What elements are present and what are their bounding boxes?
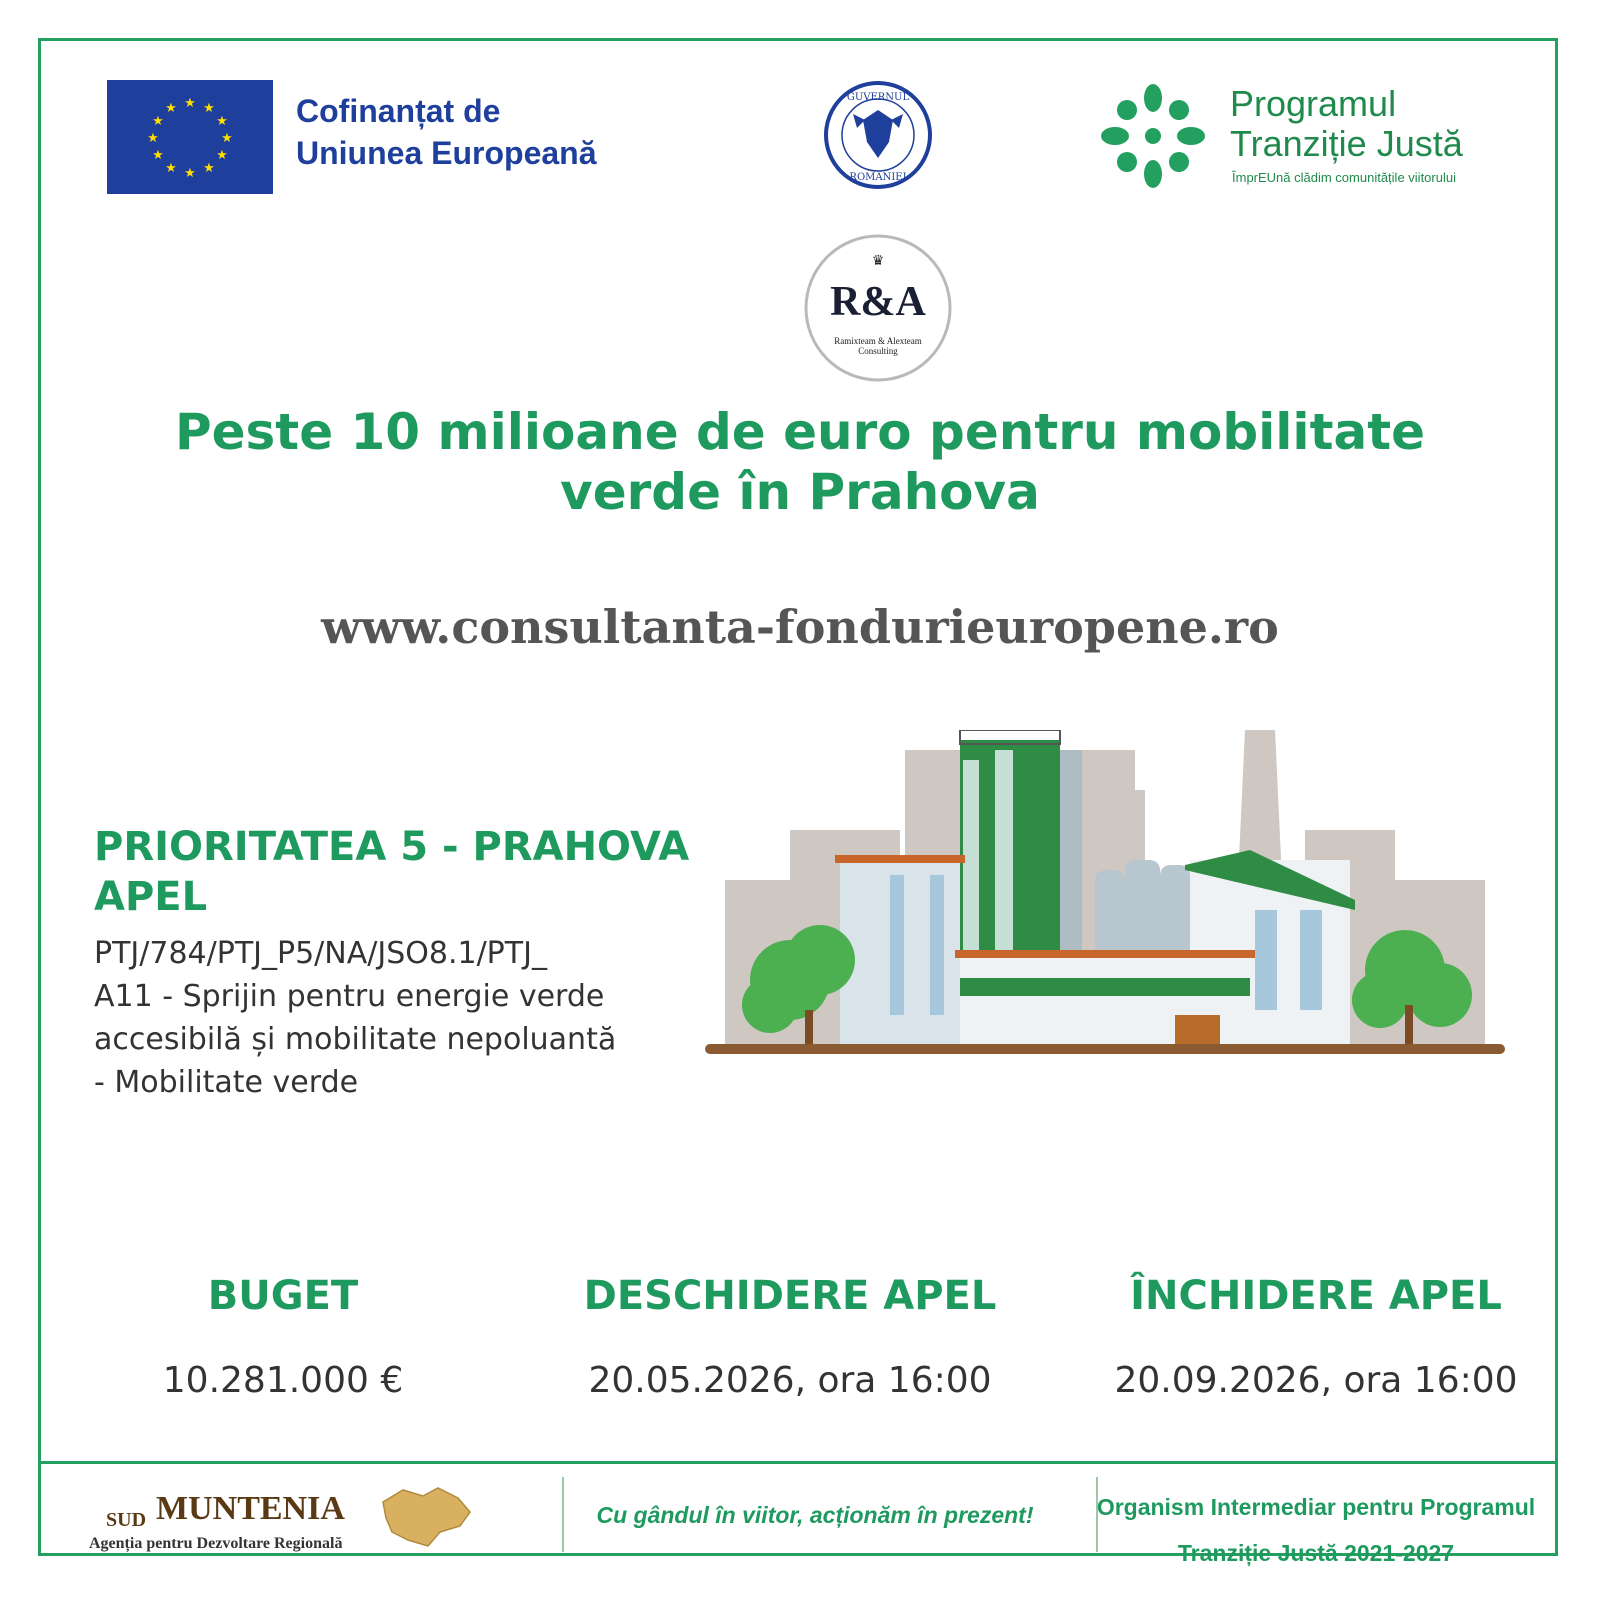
oi-line-1: Organism Intermediar pentru Programul: [1096, 1494, 1536, 1520]
consultant-name: Ramixteam & Alexteam Consulting: [834, 336, 922, 356]
priority-title-line-1: PRIORITATEA 5 - PRAHOVA: [94, 824, 690, 870]
svg-text:★: ★: [216, 148, 228, 163]
priority-line: - Mobilitate verde: [94, 1065, 359, 1100]
priority-title: [94, 822, 689, 922]
svg-text:★: ★: [221, 131, 233, 146]
priority-description: [94, 932, 694, 1104]
svg-text:★: ★: [184, 96, 196, 111]
svg-text:ROMÂNIEI: ROMÂNIEI: [849, 172, 907, 183]
ptj-tagline: ÎmprEUnă clădim comunitățile viitorului: [1232, 170, 1456, 185]
consultant-monogram: R&A: [830, 279, 926, 325]
slogan: Cu gândul în viitor, acționăm în prezent!: [596, 1502, 1034, 1528]
headline-line-1: Peste 10 milioane de euro pentru mobilitate: [174, 403, 1426, 461]
footer-divider: [562, 1477, 564, 1552]
svg-text:★: ★: [165, 101, 177, 116]
factory-illustration: [705, 730, 1525, 1085]
priority-title-line-2: APEL: [94, 874, 208, 920]
intermediate-body: [1096, 1484, 1536, 1576]
svg-text:★: ★: [203, 101, 215, 116]
region-map-icon: [378, 1482, 474, 1552]
oi-line-2: Tranziție Justă 2021-2027: [1177, 1540, 1455, 1566]
svg-text:★: ★: [184, 166, 196, 181]
consultant-logo: [803, 233, 953, 383]
ptj-flower-logo: [1093, 76, 1213, 196]
budget-label: BUGET: [207, 1273, 359, 1319]
headline: [90, 402, 1510, 522]
open-call-label: DESCHIDERE APEL: [583, 1273, 997, 1319]
svg-text:GUVERNUL: GUVERNUL: [846, 92, 910, 103]
svg-text:★: ★: [152, 148, 164, 163]
svg-text:★: ★: [216, 114, 228, 129]
svg-text:♛: ♛: [871, 253, 885, 269]
svg-text:★: ★: [165, 161, 177, 176]
footer-separator: [38, 1461, 1558, 1464]
ptj-line-1: Programul: [1230, 83, 1397, 124]
svg-text:★: ★: [152, 114, 164, 129]
eu-flag-logo: [107, 80, 273, 194]
svg-text:★: ★: [203, 161, 215, 176]
open-call-value: 20.05.2026, ora 16:00: [588, 1360, 992, 1401]
close-call-value: 20.09.2026, ora 16:00: [1114, 1360, 1518, 1401]
muntenia-text: MUNTENIA: [156, 1490, 345, 1527]
svg-text:★: ★: [147, 131, 159, 146]
website-url: www.consultanta-fondurieuropene.ro: [321, 600, 1279, 654]
close-call-label: ÎNCHIDERE APEL: [1130, 1273, 1502, 1319]
eu-line-1: Cofinanțat de: [296, 93, 501, 129]
sud-text: SUD: [106, 1509, 147, 1531]
priority-line: accesibilă și mobilitate nepoluantă: [94, 1022, 617, 1057]
eu-cofinancing-text: [296, 90, 597, 174]
government-seal-logo: [823, 80, 933, 190]
priority-line: A11 - Sprijin pentru energie verde: [94, 979, 605, 1014]
priority-line: PTJ/784/PTJ_P5/NA/JSO8.1/PTJ_: [94, 936, 547, 971]
agency-name: Agenția pentru Dezvoltare Regională: [89, 1535, 343, 1552]
ptj-program-name: [1230, 84, 1463, 164]
budget-value: 10.281.000 €: [162, 1360, 404, 1401]
eu-line-2: Uniunea Europeană: [296, 135, 597, 171]
headline-line-2: verde în Prahova: [560, 463, 1040, 521]
ptj-line-2: Tranziție Justă: [1230, 123, 1463, 164]
